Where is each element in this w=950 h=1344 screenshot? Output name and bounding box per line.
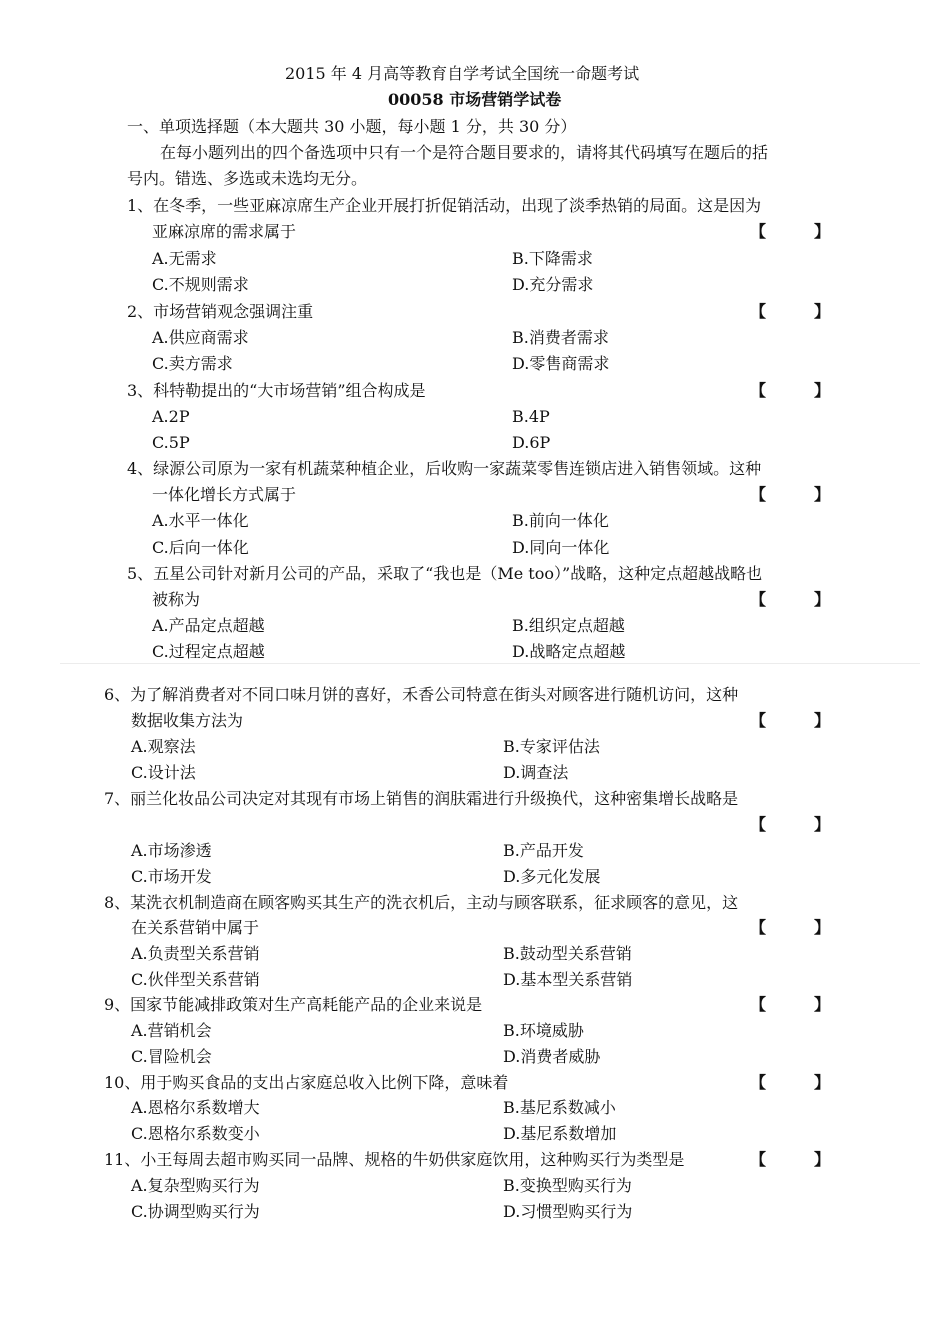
option: D.消费者威胁 [503,1047,601,1066]
option: A.营销机会 [131,1021,212,1040]
option: B.下降需求 [512,249,593,268]
option: A.恩格尔系数增大 [131,1098,260,1117]
option: B.专家评估法 [503,737,600,756]
answer-bracket: 【 】 [750,711,830,730]
option: A.观察法 [131,737,196,756]
option: B.消费者需求 [512,328,609,347]
question-stem: 10、用于购买食品的支出占家庭总收入比例下降，意味着 [104,1073,509,1092]
option: C.协调型购买行为 [131,1202,260,1221]
option: C.恩格尔系数变小 [131,1124,260,1143]
question-stem: 1、在冬季，一些亚麻凉席生产企业开展打折促销活动，出现了淡季热销的局面。这是因为 [127,196,762,215]
option: C.5P [152,433,190,452]
option: C.设计法 [131,763,196,782]
question-stem: 一体化增长方式属于 [152,485,297,504]
option: B.鼓动型关系营销 [503,944,632,963]
question-stem: 11、小王每周去超市购买同一品牌、规格的牛奶供家庭饮用，这种购买行为类型是 [104,1150,685,1169]
option: D.习惯型购买行为 [503,1202,633,1221]
section-heading: 一、单项选择题（本大题共 30 小题，每小题 1 分，共 30 分） [127,117,577,136]
option: B.4P [512,407,550,426]
option: C.卖方需求 [152,354,233,373]
option: D.基尼系数增加 [503,1124,617,1143]
option: C.伙伴型关系营销 [131,970,260,989]
option: D.充分需求 [512,275,594,294]
option: B.产品开发 [503,841,584,860]
question-stem: 9、国家节能减排政策对生产高耗能产品的企业来说是 [104,995,483,1014]
answer-bracket: 【 】 [750,1150,830,1169]
instruction-line: 号内。错选、多选或未选均无分。 [127,169,368,188]
option: C.过程定点超越 [152,642,265,661]
question-stem: 在关系营销中属于 [131,918,260,937]
option: D.多元化发展 [503,867,601,886]
option: D.零售商需求 [512,354,610,373]
option: C.不规则需求 [152,275,249,294]
question-stem: 6、为了解消费者对不同口味月饼的喜好，禾香公司特意在街头对顾客进行随机访问，这种 [104,685,739,704]
option: D.调查法 [503,763,569,782]
option: D.6P [512,433,551,452]
option: A.供应商需求 [152,328,249,347]
instruction-line: 在每小题列出的四个备选项中只有一个是符合题目要求的，请将其代码填写在题后的括 [160,143,769,162]
option: A.2P [152,407,190,426]
exam-subtitle: 00058 市场营销学试卷 [388,90,562,109]
answer-bracket: 【 】 [750,918,830,937]
option: A.复杂型购买行为 [131,1176,260,1195]
page-break-divider [60,663,920,664]
question-stem: 4、绿源公司原为一家有机蔬菜种植企业，后收购一家蔬菜零售连锁店进入销售领域。这种 [127,459,762,478]
option: B.环境威胁 [503,1021,584,1040]
question-stem: 亚麻凉席的需求属于 [152,222,297,241]
option: D.同向一体化 [512,538,610,557]
exam-title: 2015 年 4 月高等教育自学考试全国统一命题考试 [285,64,640,83]
answer-bracket: 【 】 [750,381,830,400]
option: B.前向一体化 [512,511,609,530]
question-stem: 被称为 [152,590,201,609]
option: A.水平一体化 [152,511,249,530]
option: C.市场开发 [131,867,212,886]
option: A.市场渗透 [131,841,212,860]
option: B.变换型购买行为 [503,1176,632,1195]
question-stem: 2、市场营销观念强调注重 [127,302,314,321]
answer-bracket: 【 】 [750,1073,830,1092]
question-stem: 数据收集方法为 [131,711,244,730]
answer-bracket: 【 】 [750,302,830,321]
option: B.组织定点超越 [512,616,625,635]
question-stem: 3、科特勒提出的“大市场营销”组合构成是 [127,381,426,400]
option: A.负责型关系营销 [131,944,260,963]
answer-bracket: 【 】 [750,485,830,504]
question-stem: 8、某洗衣机制造商在顾客购买其生产的洗衣机后，主动与顾客联系，征求顾客的意见，这 [104,893,739,912]
answer-bracket: 【 】 [750,222,830,241]
question-stem: 7、丽兰化妆品公司决定对其现有市场上销售的润肤霜进行升级换代，这种密集增长战略是 [104,789,739,808]
option: C.冒险机会 [131,1047,212,1066]
question-stem: 5、五星公司针对新月公司的产品，采取了“我也是（Me too）”战略，这种定点超越战略也 [127,564,763,583]
answer-bracket: 【 】 [750,815,830,834]
option: D.基本型关系营销 [503,970,633,989]
option: D.战略定点超越 [512,642,626,661]
option: A.无需求 [152,249,217,268]
answer-bracket: 【 】 [750,590,830,609]
option: C.后向一体化 [152,538,249,557]
option: B.基尼系数减小 [503,1098,616,1117]
answer-bracket: 【 】 [750,995,830,1014]
option: A.产品定点超越 [152,616,265,635]
